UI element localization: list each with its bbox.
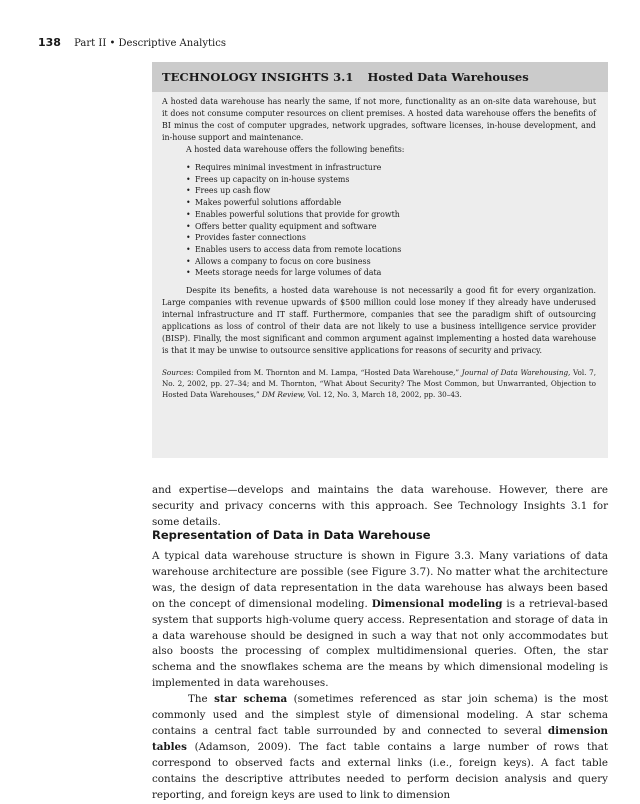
page-number: 138 <box>38 36 61 49</box>
journal-title-2: DM Review, <box>262 390 306 400</box>
insight-box-header <box>152 62 608 92</box>
body-paragraph-2 <box>152 692 608 803</box>
section-heading: Representation of Data in Data Warehouse <box>152 528 431 542</box>
insight-title: Hosted Data Warehouses <box>367 70 529 84</box>
term-dimension-tables: dimension tables <box>152 724 608 753</box>
insight-label: TECHNOLOGY INSIGHTS 3.1 <box>162 70 354 84</box>
list-item: • Frees up cash flow <box>186 185 596 197</box>
para1-text-a: A typical data warehouse structure is shown in Figure 3.3. Many variations of data warehouse architecture are possible (see Figure 3.7). No matter what the architecture was, the design of data representation in the data warehouse has always been based on the concept of dimensional modeling. <box>152 550 608 610</box>
list-item: • Meets storage needs for large volumes of data <box>186 267 596 279</box>
para2-text-c: (Adamson, 2009). The fact table contains a large number of rows that correspond to observed facts and external links (i.e., foreign keys). A fact table contains the descriptive attributes needed to perform decision analysis and query reporting, and foreign keys are used to link to dimension <box>152 740 608 801</box>
body-paragraph-1 <box>152 549 608 692</box>
term-star-schema: star schema <box>214 693 288 706</box>
data-representation-section <box>152 528 608 804</box>
list-item: • Requires minimal investment in infrastructure <box>186 162 596 174</box>
sources-text-2: Vol. 7, No. 2, 2002, pp. 27–34; and M. Thornton, “What About Security? The Most Common, but Unwarranted, Objection to Hosted Data Warehouses,” <box>162 368 597 400</box>
sources-citation <box>162 367 596 400</box>
list-item: • Allows a company to focus on core business <box>186 256 596 268</box>
list-item: • Makes powerful solutions affordable <box>186 197 596 209</box>
part-title: Part II • Descriptive Analytics <box>74 38 226 49</box>
list-item: • Enables users to access data from remote locations <box>186 244 596 256</box>
term-dimensional-modeling: Dimensional modeling <box>371 597 503 610</box>
running-head <box>38 36 226 49</box>
continuation-paragraph: and expertise—develops and maintains the data warehouse. However, there are security and privacy concerns with this approach. See Technology Insights 3.1 for some details. <box>152 484 608 528</box>
insight-intro-paragraph: A hosted data warehouse has nearly the same, if not more, functionality as an on-site data warehouse, but it does not consume computer resources on client premises. A hosted data warehouse offers the benefits of BI minus the cost of computer upgrades, network upgrades, software licenses, in-house development, and in-house support and maintenance. <box>162 97 596 142</box>
benefits-list <box>162 162 596 279</box>
list-item: • Offers better quality equipment and software <box>186 221 596 233</box>
technology-insights-box <box>152 62 608 458</box>
para2-text-b: (sometimes referenced as star join schema) is the most commonly used and the simplest style of dimensional modeling. A star schema contains a central fact table surrounded by and connected to several <box>152 693 608 737</box>
continuation-text <box>152 483 608 531</box>
insight-box-body <box>152 92 608 400</box>
list-item: • Enables powerful solutions that provide for growth <box>186 209 596 221</box>
para2-text-a: The <box>188 693 215 706</box>
sources-label: Sources: <box>162 368 194 378</box>
list-item: • Provides faster connections <box>186 232 596 244</box>
journal-title-1: Journal of Data Warehousing, <box>461 368 571 378</box>
despite-paragraph: Despite its benefits, a hosted data warehouse is not necessarily a good fit for every organization. Large companies with revenue upwards of $500 million could lose money if they already have underused internal infrastructure and IT staff. Furthermore, companies that see the paradigm shift of outsourcing applications as loss of control of their data are not likely to use a business intelligence service provider (BISP). Finally, the most significant and common argument against implementing a hosted data warehouse is that it may be unwise to outsource sensitive applications for reasons of security and privacy. <box>162 286 596 356</box>
benefits-intro: A hosted data warehouse offers the following benefits: <box>186 145 405 154</box>
list-item: • Frees up capacity on in-house systems <box>186 174 596 186</box>
sources-text-3: Vol. 12, No. 3, March 18, 2002, pp. 30–43. <box>305 390 462 400</box>
para1-text-b: is a retrieval-based system that supports high-volume query access. Representation and storage of data in a data warehouse should be designed in such a way that not only accommodates but also boosts the processing of complex multidimensional queries. Often, the star schema and the snowflakes schema are the means by which dimensional modeling is implemented in data warehouses. <box>152 597 608 690</box>
sources-text-1: Compiled from M. Thornton and M. Lampa, “Hosted Data Warehouse,” <box>193 368 462 378</box>
